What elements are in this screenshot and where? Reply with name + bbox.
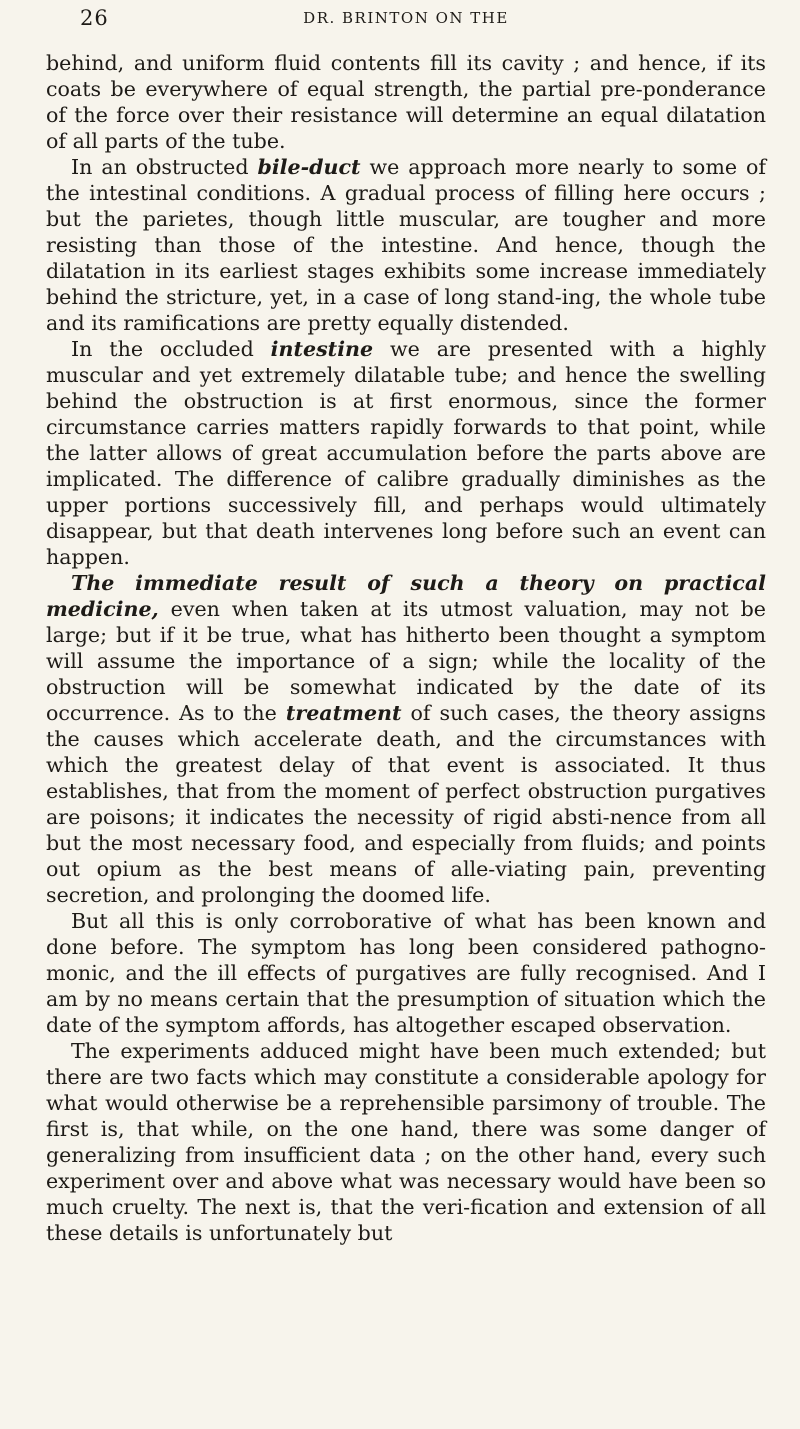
italic-phrase: The immediate result of such a theory on practical medicine, xyxy=(46,571,766,621)
text-run: of such cases, the theory assigns the causes which accelerate death, and the circumstances with which the greatest delay of that event is associated. It thus establishes, that from the moment of perfect obstruction purgatives are poisons; it indicates the necessity of rigid absti-nence from all but the most necessary food, and especially from fluids; and points out opium as the best means of alle-viating pain, preventing secretion, and prolonging the doomed life. xyxy=(46,701,767,907)
text-run: In the occluded xyxy=(71,337,271,361)
paragraph xyxy=(46,1038,766,1246)
running-title: DR. BRINTON ON THE xyxy=(303,9,509,27)
italic-phrase: bile-duct xyxy=(257,155,361,179)
text-run: behind, and uniform fluid contents fill its cavity ; and hence, if its coats be everywhere of equal strength, the partial pre-ponderance of the force over their resistance will determine an equal dilatation of all parts of the tube. xyxy=(46,51,766,153)
paragraph xyxy=(46,50,766,154)
text-run: we approach more nearly to some of the intestinal conditions. A gradual process of filling here occurs ; but the parietes, though little muscular, are tougher and more resisting than those of the intestine. And hence, though the dilatation in its earliest stages exhibits some increase immediately behind the stricture, yet, in a case of long stand-ing, the whole tube and its ramifications are pretty equally distended. xyxy=(46,155,766,335)
paragraph xyxy=(46,154,766,336)
text-run: The experiments adduced might have been much extended; but there are two facts which may constitute a considerable apology for what would otherwise be a reprehensible parsimony of trouble. The first is, that while, on the one hand, there was some danger of generalizing from insufficient data ; on the other hand, every such experiment over and above what was necessary would have been so much cruelty. The next is, that the veri-fication and extension of all these details is unfortunately but xyxy=(46,1039,766,1245)
text-run: we are presented with a highly muscular and yet extremely dilatable tube; and hence the swelling behind the obstruction is at first enormous, since the former circumstance carries matters rapidly forwards to that point, while the latter allows of great accumulation before the parts above are implicated. The difference of calibre gradually diminishes as the upper portions successively fill, and perhaps would ultimately disappear, but that death intervenes long before such an event can happen. xyxy=(46,337,766,569)
paragraph xyxy=(46,908,766,1038)
body-text xyxy=(46,50,766,1246)
text-run: even when taken at its utmost valuation, may not be large; but if it be true, what has hitherto been thought a symptom will assume the importance of a sign; while the locality of the obstruction will be somewhat indicated by the date of its occurrence. As to the xyxy=(46,597,766,725)
page-number: 26 xyxy=(80,6,109,30)
paragraph xyxy=(46,570,766,908)
text-run: In an obstructed xyxy=(71,155,258,179)
italic-phrase: treatment xyxy=(285,701,402,725)
italic-phrase: intestine xyxy=(270,337,374,361)
paragraph xyxy=(46,336,766,570)
running-header xyxy=(46,0,766,40)
text-run: But all this is only corroborative of what has been known and done before. The symptom has long been considered pathogno-monic, and the ill effects of purgatives are fully recognised. And I am by no means certain that the presumption of situation which the date of the symptom affords, has altogether escaped observation. xyxy=(46,909,766,1037)
